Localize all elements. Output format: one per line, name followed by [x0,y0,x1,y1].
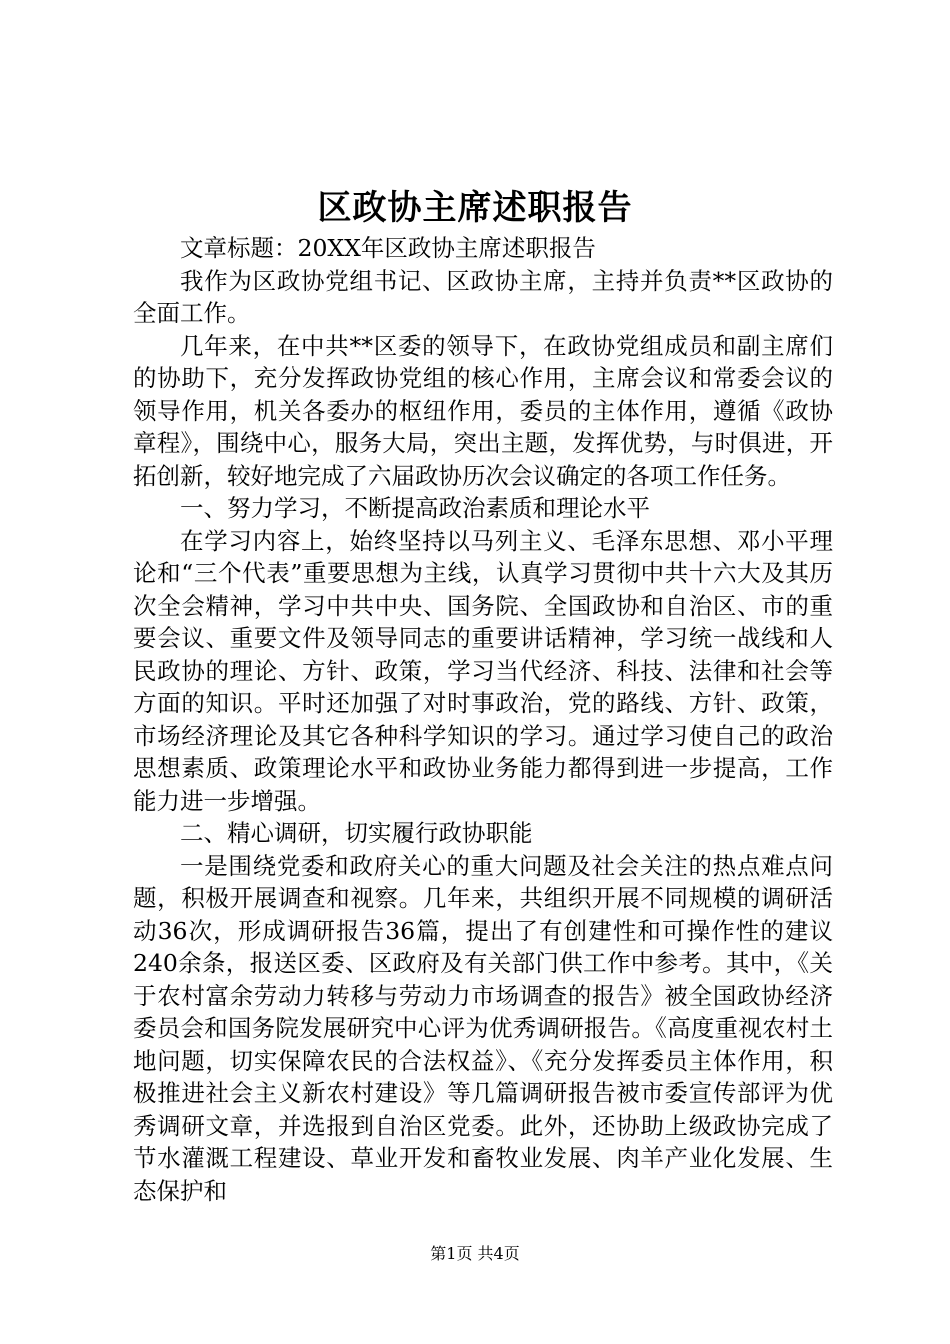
document-title: 区政协主席述职报告 [317,188,633,228]
paragraph-article-title: 文章标题：20XX年区政协主席述职报告 [180,234,596,262]
document-body [133,232,833,1207]
paragraph-research: 一是围绕党委和政府关心的重大问题及社会关注的热点难点问题，积极开展调查和视察。几年来，共组织开展不同规模的调研活动36次，形成调研报告36篇，提出了有创建性和可操作性的建议240余条，报送区委、区政府及有关部门供工作中参考。其中，《关于农村富余劳动力转移与劳动力市场调查的报告》被全国政协经济委员会和国务院发展研究中心评为优秀调研报告。《高度重视农村土地问题，切实保障农民的合法权益》、《充分发挥委员主体作用，积极推进社会主义新农村建设》等几篇调研报告被市委宣传部评为优秀调研文章，并选报到自治区党委。此外，还协助上级政协完成了节水灌溉工程建设、草业开发和畜牧业发展、肉羊产业化发展、生态保护和 [133,851,833,1205]
page-footer: 第1页 共4页 [430,1244,520,1263]
section-heading-research: 二、精心调研，切实履行政协职能 [180,819,533,847]
paragraph-study: 在学习内容上，始终坚持以马列主义、毛泽东思想、邓小平理论和“三个代表”重要思想为主线，认真学习贯彻中共十六大及其历次全会精神，学习中共中央、国务院、全国政协和自治区、市的重要会议、重要文件及领导同志的重要讲话精神，学习统一战线和人民政协的理论、方针、政策，学习当代经济、科技、法律和社会等方面的知识。平时还加强了对时事政治，党的路线、方针、政策，市场经济理论及其它各种科学知识的学习。通过学习使自己的政治思想素质、政策理论水平和政协业务能力都得到进一步提高，工作能力进一步增强。 [133,526,833,815]
paragraph-overview: 几年来，在中共**区委的领导下，在政协党组成员和副主席们的协助下，充分发挥政协党组的核心作用，主席会议和常委会议的领导作用，机关各委办的枢纽作用，委员的主体作用，遵循《政协章程》，围绕中心，服务大局，突出主题，发挥优势，与时俱进，开拓创新，较好地完成了六届政协历次会议确定的各项工作任务。 [133,331,833,490]
section-heading-study: 一、努力学习，不断提高政治素质和理论水平 [180,494,650,522]
paragraph-intro: 我作为区政协党组书记、区政协主席，主持并负责**区政协的全面工作。 [133,266,833,327]
